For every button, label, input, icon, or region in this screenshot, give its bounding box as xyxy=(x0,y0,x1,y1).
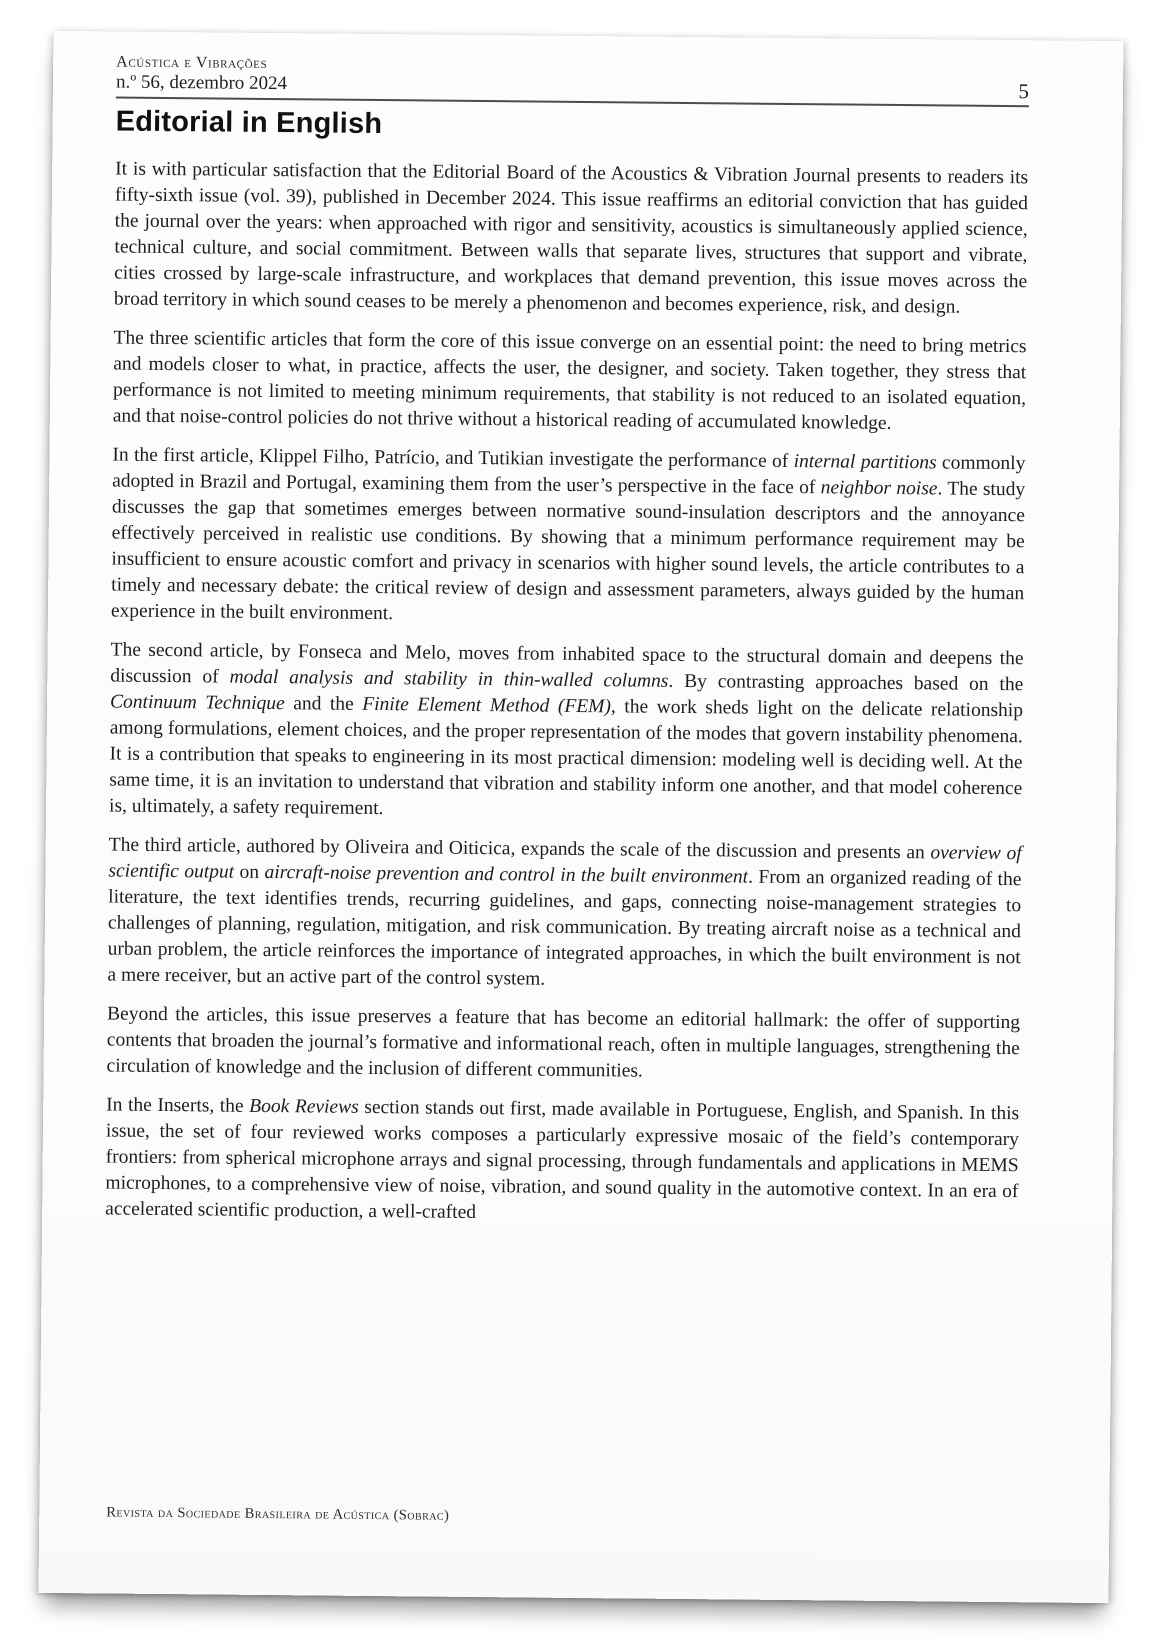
text-run: It is with particular satisfaction that the Editorial Board of the Acoustics & Vibration Journal presents to readers its fifty-sixth issue (vol. 39), published in December 2024. This issue reaffirms an editorial conviction that has guided the journal over the years: when approached with rigor and sensitivity, acoustics is simultaneously applied science, technical culture, and social commitment. Between walls that separate lives, structures that support and vibrate, cities crossed by large-scale infrastructure, and workplaces that demand prevention, this issue moves across the broad territory in which sound ceases to be merely a phenomenon and becomes experience, risk, and design. xyxy=(113,158,1029,318)
text-run: section stands out first, made available in Portuguese, English, and Spanish. In this issue, the set of four reviewed works composes a particularly expressive mosaic of the field’s contemporary frontiers: from spherical microphone arrays and signal processing, through fundamentals and applications in MEMS microphones, to a comprehensive view of noise, vibration, and sound quality in the automotive context. In an era of accelerated scientific production, a well-crafted xyxy=(105,1096,1020,1224)
text-run: commonly adopted in Brazil and Portugal, examining them from the user’s perspective in the face of xyxy=(112,452,1026,499)
text-run: . From an organized reading of the literature, the text identifies trends, recurring guidelines, and gaps, connecting noise-management strategies to challenges of planning, regulation, mitigation, and risk communication. By treating aircraft noise as a technical and urban problem, the article reinforces the importance of integrated approaches, in which the built environment is not a mere receiver, but an active part of the control system. xyxy=(107,866,1022,990)
text-run: The second article, by Fonseca and Melo, moves from inhabited space to the structural domain and deepens the discussion of xyxy=(110,639,1024,688)
text-run: , the work sheds light on the delicate relationship among formulations, element choices, and the proper representation of the modes that govern instability phenomena. It is a contribution that speaks to engineering in its most practical dimension: modeling well is deciding well. At the same time, it is an invitation to understand that vibration and stability inform one another, and that model coherence is, ultimately, a safety requirement. xyxy=(108,696,1024,820)
paragraph xyxy=(114,156,1028,321)
text-run: Beyond the articles, this issue preserves a feature that has become an editorial hallmark: the offer of supporting contents that broaden the journal’s formative and informational reach, often in multiple languages, strengthening the circulation of knowledge and the inclusion of different communities. xyxy=(106,1003,1021,1082)
italic-run: Finite Element Method (FEM) xyxy=(362,693,612,718)
page-content xyxy=(105,54,1029,1245)
header-journal-block xyxy=(116,54,287,96)
text-run: . By contrasting approaches based on the xyxy=(668,670,1024,696)
article-body xyxy=(105,156,1028,1231)
page-header xyxy=(116,54,1029,108)
text-run: In the first article, Klippel Filho, Patrício, and Tutikian investigate the performance of xyxy=(112,444,794,473)
footer-text: Revista da Sociedade Brasileira de Acústica (Sobrac) xyxy=(106,1504,450,1524)
italic-run: internal partitions xyxy=(793,451,937,474)
text-run: The three scientific articles that form the core of this issue converge on an essential point: the need to bring metrics and models closer to what, in practice, affects the user, the designer, and society. Taken together, they stress that performance is not limited to meeting minimum requirements, that stability is not reduced to an isolated equation, and that noise-control policies do not thrive without a historical reading of accumulated knowledge. xyxy=(112,327,1027,434)
paragraph xyxy=(107,832,1021,997)
italic-run: Book Reviews xyxy=(249,1095,359,1118)
italic-run: neighbor noise xyxy=(820,477,938,500)
paragraph xyxy=(109,637,1024,828)
paragraph xyxy=(106,1001,1020,1088)
text-run: . The study discusses the gap that sometimes emerges between normative sound-insulation descriptors and the annoyance effectively perceived in realistic use conditions. By showing that a minimum performance requirement may be insufficient to ensure acoustic comfort and privacy in scenarios with higher sound levels, the article contributes to a timely and necessary debate: the critical review of design and assessment parameters, always guided by the human experience in the built environment. xyxy=(110,478,1026,625)
italic-run: modal analysis and stability in thin-walled columns xyxy=(229,666,669,692)
paragraph xyxy=(113,325,1027,438)
journal-page xyxy=(39,31,1124,1603)
paragraph xyxy=(111,442,1026,633)
text-run: and the xyxy=(284,693,363,715)
italic-run: overview of scientific output xyxy=(108,842,1022,883)
page-number: 5 xyxy=(1018,79,1030,104)
text-run: In the Inserts, the xyxy=(106,1094,250,1117)
text-run: on xyxy=(234,861,265,883)
text-run: The third article, authored by Oliveira and Oiticica, expands the scale of the discussion and presents an xyxy=(108,834,931,864)
italic-run: aircraft-noise prevention and control in the built environment xyxy=(264,861,749,888)
italic-run: Continuum Technique xyxy=(109,691,285,715)
issue-line: n.º 56, dezembro 2024 xyxy=(115,71,288,95)
journal-name: Acústica e Vibrações xyxy=(116,53,268,72)
page-title: Editorial in English xyxy=(115,105,383,141)
paragraph xyxy=(105,1092,1019,1231)
